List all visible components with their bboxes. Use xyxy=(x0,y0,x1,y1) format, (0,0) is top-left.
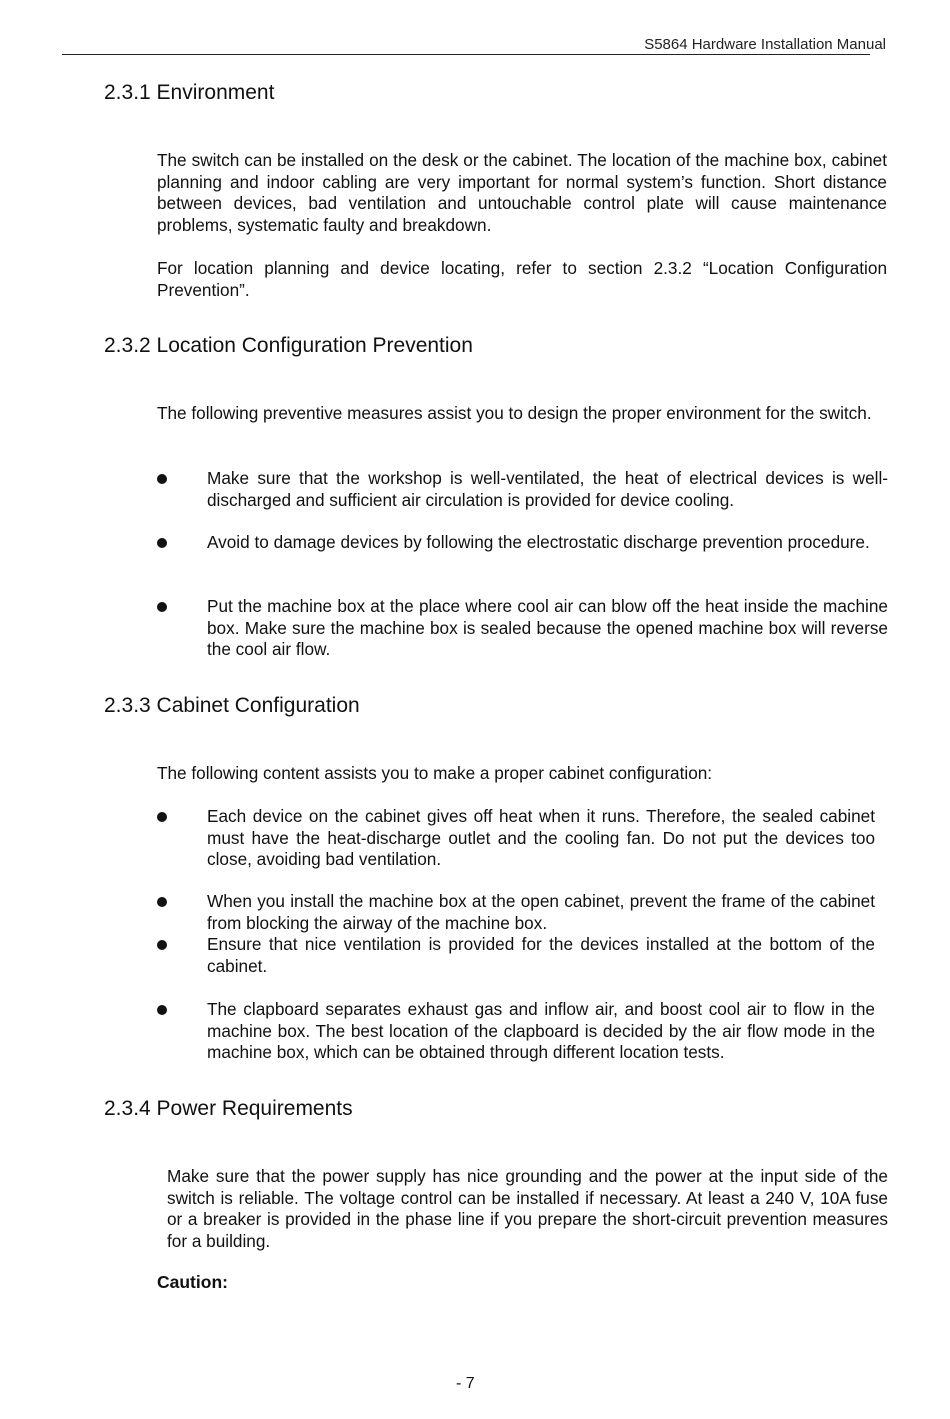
section-heading-location-prevention: 2.3.2 Location Configuration Prevention xyxy=(104,334,473,357)
bullet-icon xyxy=(157,1005,167,1015)
location-prevention-intro: The following preventive measures assist you to design the proper environment for the switch. xyxy=(157,403,872,423)
section-heading-cabinet-configuration: 2.3.3 Cabinet Configuration xyxy=(104,694,360,717)
bullet-icon xyxy=(157,940,167,950)
bullet-icon xyxy=(157,538,167,548)
bullet-icon xyxy=(157,602,167,612)
bullet-icon xyxy=(157,897,167,907)
list-item-text: Make sure that the workshop is well-ventilated, the heat of electrical devices is well-discharged and sufficient air circulation is provided for device cooling. xyxy=(207,468,888,510)
section-heading-environment: 2.3.1 Environment xyxy=(104,81,275,104)
list-item-text: Ensure that nice ventilation is provided for the devices installed at the bottom of the cabinet. xyxy=(207,934,875,976)
power-requirements-paragraph: Make sure that the power supply has nice grounding and the power at the input side of the switch is reliable. The voltage control can be installed if necessary. At least a 240 V, 10A fuse or a breaker is provided in the phase line if you prepare the short-circuit prevention measures for a building. xyxy=(167,1166,888,1251)
bullet-icon xyxy=(157,812,167,822)
list-item-text: Each device on the cabinet gives off heat when it runs. Therefore, the sealed cabinet must have the heat-discharge outlet and the cooling fan. Do not put the devices too close, avoiding bad ventilation. xyxy=(207,806,875,869)
list-item-text: Put the machine box at the place where cool air can blow off the heat inside the machine box. Make sure the machine box is sealed because the opened machine box will reverse the cool air flow. xyxy=(207,596,888,659)
list-item-text: Avoid to damage devices by following the electrostatic discharge prevention procedure. xyxy=(207,532,870,552)
cabinet-configuration-intro: The following content assists you to make a proper cabinet configuration: xyxy=(157,763,713,783)
manual-title: S5864 Hardware Installation Manual xyxy=(644,36,886,53)
list-item-text: When you install the machine box at the open cabinet, prevent the frame of the cabinet from blocking the airway of the machine box. xyxy=(207,891,875,933)
section-heading-power-requirements: 2.3.4 Power Requirements xyxy=(104,1097,353,1120)
location-reference-paragraph: For location planning and device locating, refer to section 2.3.2 “Location Configuration Prevention”. xyxy=(157,258,887,300)
page-header xyxy=(62,34,886,55)
page-number: - 7 xyxy=(456,1375,475,1392)
environment-paragraph: The switch can be installed on the desk or the cabinet. The location of the machine box, cabinet planning and indoor cabling are very important for normal system’s function. Short distance between devices, bad ventilation and untouchable control plate will cause maintenance problems, systematic faulty and breakdown. xyxy=(157,150,887,235)
list-item-text: The clapboard separates exhaust gas and inflow air, and boost cool air to flow in the machine box. The best location of the clapboard is decided by the air flow mode in the machine box, which can be obtained through different location tests. xyxy=(207,999,875,1062)
bullet-icon xyxy=(157,474,167,484)
caution-label: Caution: xyxy=(157,1272,228,1292)
